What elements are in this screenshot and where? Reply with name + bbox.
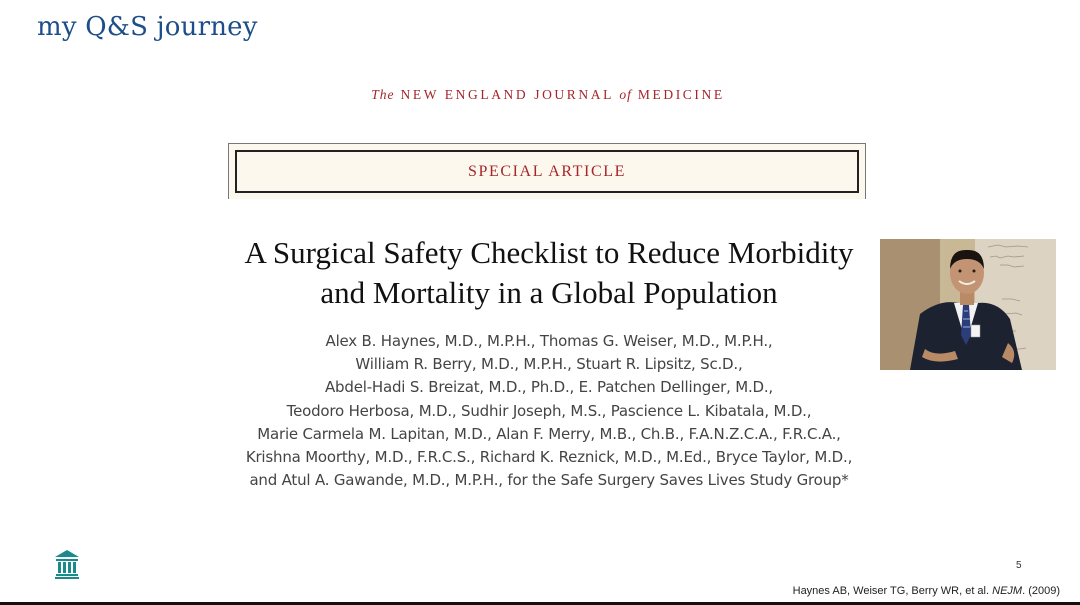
citation — [793, 585, 1060, 597]
article-title-line-1: A Surgical Safety Checklist to Reduce Morbidity — [244, 235, 854, 270]
author-line: Abdel-Hadi S. Breizat, M.D., Ph.D., E. Patchen Dellinger, M.D., — [325, 378, 773, 397]
author-line: Krishna Moorthy, M.D., F.R.C.S., Richard K. Reznick, M.D., M.Ed., Bryce Taylor, M.D., — [245, 448, 853, 467]
article-type-label: SPECIAL ARTICLE — [235, 150, 859, 193]
journal-masthead — [0, 87, 1080, 103]
citation-year: . (2009) — [1022, 585, 1060, 597]
author-list — [160, 330, 938, 492]
article-title — [180, 233, 918, 313]
masthead-name: NEW ENGLAND JOURNAL — [400, 87, 614, 102]
article-title-line-2: and Mortality in a Global Population — [320, 275, 778, 310]
author-line: William R. Berry, M.D., M.P.H., Stuart R. Lipsitz, Sc.D., — [355, 355, 743, 374]
masthead-of: of — [619, 87, 632, 102]
citation-journal: NEJM — [992, 585, 1023, 597]
author-line: and Atul A. Gawande, M.D., M.P.H., for the Safe Surgery Saves Lives Study Group* — [249, 471, 849, 490]
author-portrait-photo — [880, 239, 1056, 370]
author-line: Alex B. Haynes, M.D., M.P.H., Thomas G. Weiser, M.D., M.P.H., — [325, 332, 773, 350]
masthead-the: The — [371, 87, 395, 102]
page-number: 5 — [1016, 560, 1022, 571]
article-type-banner — [228, 143, 866, 199]
author-line: Marie Carmela M. Lapitan, M.D., Alan F. Merry, M.B., Ch.B., F.A.N.Z.C.A., F.R.C.A., — [257, 424, 841, 443]
slide-title: my Q&S journey — [37, 12, 258, 42]
institution-logo-icon — [54, 549, 80, 579]
masthead-medicine: MEDICINE — [637, 87, 725, 102]
citation-authors: Haynes AB, Weiser TG, Berry WR, et al. — [792, 585, 990, 597]
author-line: Teodoro Herbosa, M.D., Sudhir Joseph, M.S., Pascience L. Kibatala, M.D., — [286, 401, 812, 420]
